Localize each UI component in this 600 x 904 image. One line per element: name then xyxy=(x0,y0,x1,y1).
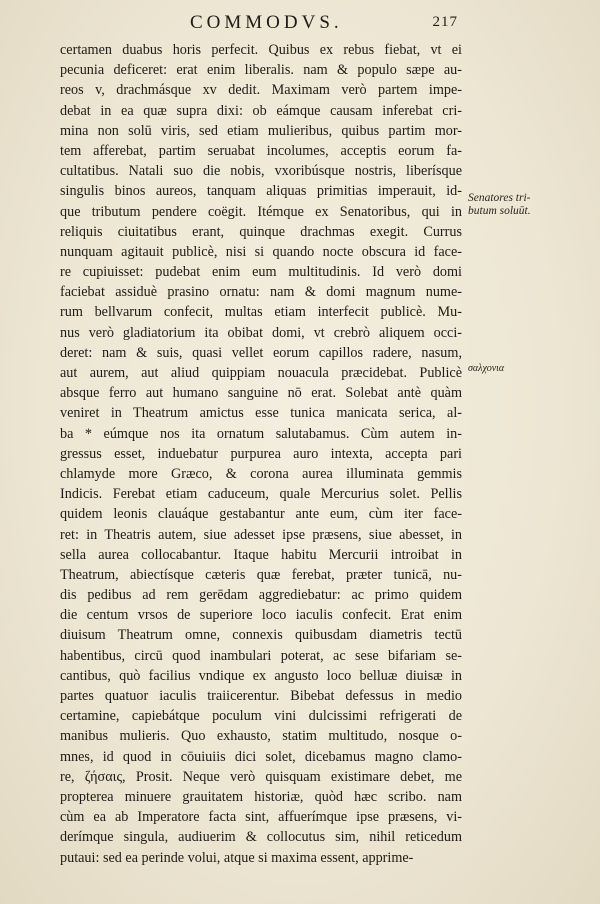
text-line: nus verò gladiatorium ita obibat domi, vt crebrò aliquem occi- xyxy=(60,324,462,341)
text-line: propterea minuere grauitatem historiæ, quòd hæc scribo. nam xyxy=(60,788,462,805)
text-line: faciebat assiduè prasino ornatu: nam & domi magnum nume- xyxy=(60,284,462,301)
text-line: cultatibus. Natali suo die nobis, vxoribúsque nostris, liberísque xyxy=(60,163,462,180)
text-line: manibus mulieris. Quo exhausto, statim multitudo, nosque o- xyxy=(60,728,462,745)
text-line: ret: in Theatris autem, siue adesset ipse præsens, siue abesset, in xyxy=(60,526,462,543)
text-line: certamine, capiebátque poculum vini dulcissimi refrigerati de xyxy=(60,708,462,725)
text-line: habentibus, circū quod inambulari poterat, ac sese bifariam se- xyxy=(60,647,462,664)
text-line: absque ferro aut humano sanguine nō erat. Solebat antè quàm xyxy=(60,385,462,402)
text-line: pecunia deficeret: erat enim liberalis. nam & populo sæpe au- xyxy=(60,62,462,79)
text-line: ba * eúmque nos ita ornatum salutabamus. Cùm autem in- xyxy=(60,425,462,442)
text-line: debat in ea quæ supra dixi: ob eámque causam inferebat cri- xyxy=(60,102,462,119)
page-number: 217 xyxy=(432,14,458,30)
text-line: Theatrum, abiectísque cæteris quæ ferebat, præter tunicā, nu- xyxy=(60,566,462,583)
text-line: diuisum Theatrum omne, connexis quibusdam diametris tectū xyxy=(60,627,462,644)
text-line: tem afferebat, partim seruabat incolumes, acceptis eorum fa- xyxy=(60,142,462,159)
text-line: partes quatuor iaculis traiicerentur. Bibebat defessus in medio xyxy=(60,688,462,704)
running-head: COMMODVS. xyxy=(190,12,343,33)
text-line: re, ζήσαις, Prosit. Neque verò quisquam existimare debet, me xyxy=(60,768,462,785)
text-line: cantibus, quò facilius vndique ex angusto loco belluæ diuisæ in xyxy=(60,667,462,684)
text-line: derímque singula, audiuerim & collocutus sim, nihil reticedum xyxy=(60,829,462,846)
text-line: deret: nam & suis, quasi vellet eorum capillos radere, nasum, xyxy=(60,344,462,361)
text-line: re cupiuisset: pudebat enim eum multitudinis. Id verò domi xyxy=(60,264,462,281)
text-line: certamen duabus horis perfecit. Quibus ex rebus fiebat, vt ei xyxy=(60,42,462,58)
text-line: reos v, drachmásque xv dedit. Maximam verò partem impe- xyxy=(60,82,462,99)
margin-note-line: butum soluūt. xyxy=(468,205,531,217)
text-line: aut aurem, aut aliud quippiam nouacula præcidebat. Publicè xyxy=(60,365,462,381)
text-line: gressus esset, induebatur purpurea auro intexta, accepta pari xyxy=(60,445,462,462)
page-header xyxy=(190,12,458,38)
margin-note-line: Senatores tri- xyxy=(468,192,531,204)
text-line: dis pedibus ad rem gerēdam aggrediebatur: ac primo quidem xyxy=(60,587,462,604)
text-line: reliquis ciuitatibus erant, quinque drachmas exegit. Currus xyxy=(60,223,462,240)
text-line: singulis binos aureos, tanquam aliquas primitias imperauit, id- xyxy=(60,183,462,200)
margin-note-senatores xyxy=(468,192,578,218)
text-line: rum bellvarum confecit, multas etiam interfecit publicè. Mu- xyxy=(60,304,462,321)
margin-note-line: σαλχονια xyxy=(468,363,505,374)
text-line: cùm ea ab Imperatore facta sint, affuerímque ipse præsens, vi- xyxy=(60,809,462,826)
text-line: putaui: sed ea perinde volui, atque si maxima essent, apprime- xyxy=(60,849,414,866)
text-line: chlamyde more Græco, & corona aurea illuminata gemmis xyxy=(60,465,462,482)
text-line: die centum vrsos de superiore loco iaculis confecit. Erat enim xyxy=(60,607,462,624)
margin-note-greek xyxy=(468,362,568,375)
text-line: nunquam agitauit publicè, nisi si quando nocte obscura id face- xyxy=(60,243,462,260)
text-line: mnes, id quod in cōuiuiis dici solet, dicebamus magno clamo- xyxy=(60,748,462,765)
text-line: que tributum pendere coëgit. Itémque ex Senatoribus, qui in xyxy=(60,203,462,220)
text-line: quidem leonis clauáque gestabantur ante eum, cùm iter face- xyxy=(60,506,462,523)
body-text xyxy=(60,40,462,868)
text-line: sella aurea collocabantur. Itaque habitu Mercurii introibat in xyxy=(60,546,462,563)
text-line: Indicis. Ferebat etiam caduceum, quale Mercurius solet. Pellis xyxy=(60,486,462,503)
text-line: veniret in Theatrum amictus esse tunica manicata serica, al- xyxy=(60,405,462,422)
text-line: mina non solū viris, sed etiam mulieribus, quibus partim mor- xyxy=(60,122,462,139)
